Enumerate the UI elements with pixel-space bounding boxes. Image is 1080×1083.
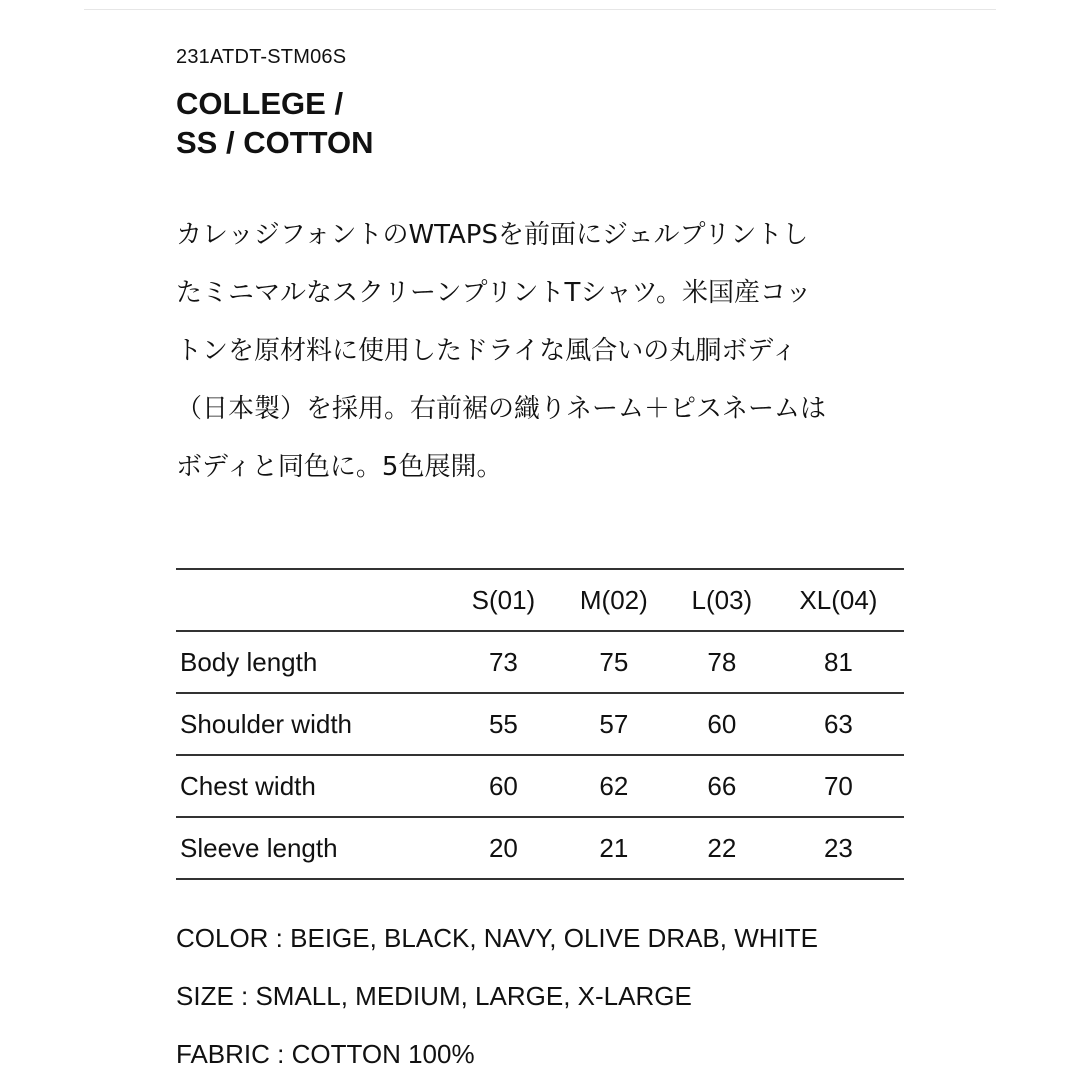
table-cell: 78 xyxy=(671,631,773,693)
row-label: Shoulder width xyxy=(176,693,450,755)
table-cell: 63 xyxy=(773,693,904,755)
table-cell: 66 xyxy=(671,755,773,817)
description-line: トンを原材料に使用したドライな風合いの丸胴ボディ xyxy=(176,336,798,366)
size-chart-table xyxy=(176,568,904,880)
row-label: Chest width xyxy=(176,755,450,817)
table-cell: 23 xyxy=(773,817,904,879)
product-title xyxy=(176,84,374,162)
row-label: Body length xyxy=(176,631,450,693)
table-cell: 60 xyxy=(671,693,773,755)
description-line: （日本製）を採用。右前裾の織りネーム＋ピスネームは xyxy=(176,394,827,424)
row-label: Sleeve length xyxy=(176,817,450,879)
table-header-row xyxy=(176,569,904,631)
table-header-size-m: M(02) xyxy=(557,569,671,631)
table-cell: 73 xyxy=(450,631,557,693)
table-row xyxy=(176,817,904,879)
table-cell: 60 xyxy=(450,755,557,817)
product-description xyxy=(176,206,916,496)
table-cell: 57 xyxy=(557,693,671,755)
table-cell: 55 xyxy=(450,693,557,755)
description-line: たミニマルなスクリーンプリントTシャツ。米国産コッ xyxy=(176,278,812,308)
spec-color: COLOR : BEIGE, BLACK, NAVY, OLIVE DRAB, WHITE xyxy=(176,923,818,953)
top-divider xyxy=(84,9,996,10)
product-specs xyxy=(176,909,818,1083)
product-title-line-1: COLLEGE / xyxy=(176,86,344,121)
table-header-blank xyxy=(176,569,450,631)
table-header-size-l: L(03) xyxy=(671,569,773,631)
table-row xyxy=(176,755,904,817)
table-cell: 22 xyxy=(671,817,773,879)
spec-size: SIZE : SMALL, MEDIUM, LARGE, X-LARGE xyxy=(176,981,692,1011)
table-cell: 81 xyxy=(773,631,904,693)
spec-fabric: FABRIC : COTTON 100% xyxy=(176,1039,475,1069)
product-title-line-2: SS / COTTON xyxy=(176,125,374,160)
table-row xyxy=(176,693,904,755)
table-row xyxy=(176,631,904,693)
product-code: 231ATDT-STM06S xyxy=(176,46,347,68)
description-line: ボディと同色に。5色展開。 xyxy=(176,452,503,482)
table-cell: 20 xyxy=(450,817,557,879)
table-cell: 62 xyxy=(557,755,671,817)
table-cell: 75 xyxy=(557,631,671,693)
table-header-size-xl: XL(04) xyxy=(773,569,904,631)
table-header-size-s: S(01) xyxy=(450,569,557,631)
table-cell: 70 xyxy=(773,755,904,817)
table-cell: 21 xyxy=(557,817,671,879)
description-line: カレッジフォントのWTAPSを前面にジェルプリントし xyxy=(176,220,809,250)
